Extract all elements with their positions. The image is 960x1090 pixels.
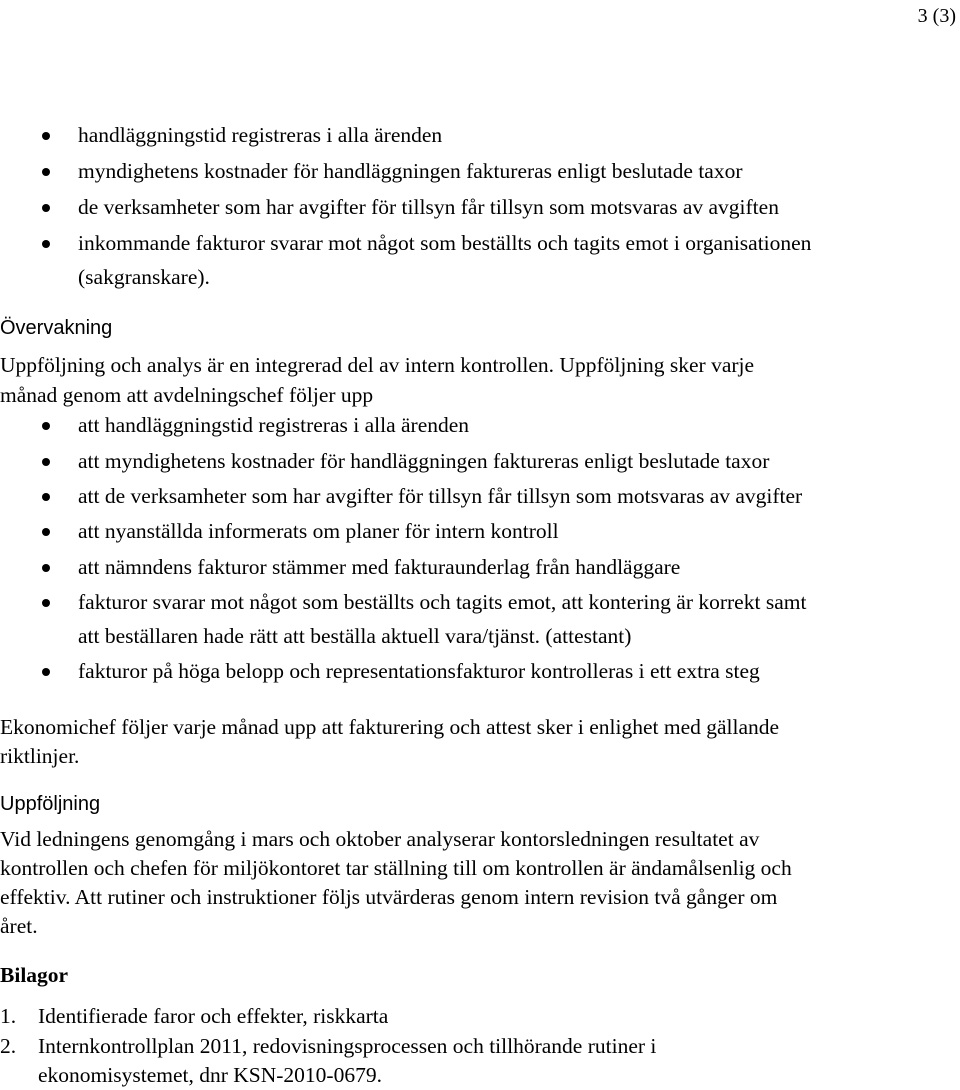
section-heading-uppfoljning: Uppföljning: [0, 793, 101, 815]
list-item: att nyanställda informerats om planer för intern kontroll: [78, 519, 559, 543]
list-number: 2.: [0, 1034, 17, 1058]
paragraph-line: effektiv. Att rutiner och instruktioner följs utvärderas genom intern revision två gånger om: [0, 885, 778, 909]
list-item: fakturor på höga belopp och representationsfakturor kontrolleras i ett extra steg: [78, 659, 760, 683]
bullet-icon: [40, 560, 56, 576]
paragraph-line: Ekonomichef följer varje månad upp att fakturering och attest sker i enlighet med gällande: [0, 715, 780, 739]
bullet-icon: [40, 200, 56, 216]
bullet-icon: [40, 595, 56, 611]
paragraph-line: månad genom att avdelningschef följer upp: [0, 383, 374, 407]
list-item: att nämndens fakturor stämmer med fakturaunderlag från handläggare: [78, 555, 681, 579]
list-item: handläggningstid registreras i alla ärenden: [78, 123, 443, 147]
bullet-icon: [40, 164, 56, 180]
list-item: myndighetens kostnader för handläggningen faktureras enligt beslutade taxor: [78, 159, 743, 183]
paragraph-line: kontrollen och chefen för miljökontoret tar ställning till om kontrollen är ändamålsenlig och: [0, 856, 792, 880]
list-item: Internkontrollplan 2011, redovisningsprocessen och tillhörande rutiner i: [38, 1034, 657, 1058]
bullet-icon: [40, 418, 56, 434]
page-number: 3 (3): [917, 5, 956, 27]
list-item: att myndighetens kostnader för handläggningen faktureras enligt beslutade taxor: [78, 449, 770, 473]
section-heading-overvakning: Övervakning: [0, 317, 113, 339]
paragraph-line: riktlinjer.: [0, 744, 80, 768]
bullet-icon: [40, 454, 56, 470]
bullet-icon: [40, 524, 56, 540]
list-item: inkommande fakturor svarar mot något som beställts och tagits emot i organisationen: [78, 231, 812, 255]
list-item: de verksamheter som har avgifter för tillsyn får tillsyn som motsvaras av avgiften: [78, 195, 779, 219]
bullet-icon: [40, 664, 56, 680]
list-number: 1.: [0, 1004, 17, 1028]
list-item: att handläggningstid registreras i alla ärenden: [78, 413, 470, 437]
bullet-icon: [40, 489, 56, 505]
list-item-continuation: att beställaren hade rätt att beställa aktuell vara/tjänst. (attestant): [78, 624, 632, 648]
list-item: fakturor svarar mot något som beställts och tagits emot, att kontering är korrekt samt: [78, 590, 807, 614]
bullet-icon: [40, 128, 56, 144]
paragraph-line: Uppföljning och analys är en integrerad del av intern kontrollen. Uppföljning sker varje: [0, 353, 755, 377]
list-item: att de verksamheter som har avgifter för tillsyn får tillsyn som motsvaras av avgifter: [78, 484, 803, 508]
list-item-continuation: ekonomisystemet, dnr KSN-2010-0679.: [38, 1063, 382, 1087]
list-item: Identifierade faror och effekter, riskkarta: [38, 1004, 389, 1028]
section-heading-bilagor: Bilagor: [0, 963, 69, 987]
list-item-continuation: (sakgranskare).: [78, 265, 210, 289]
bullet-icon: [40, 236, 56, 252]
paragraph-line: året.: [0, 914, 38, 938]
paragraph-line: Vid ledningens genomgång i mars och oktober analyserar kontorsledningen resultatet av: [0, 827, 760, 851]
